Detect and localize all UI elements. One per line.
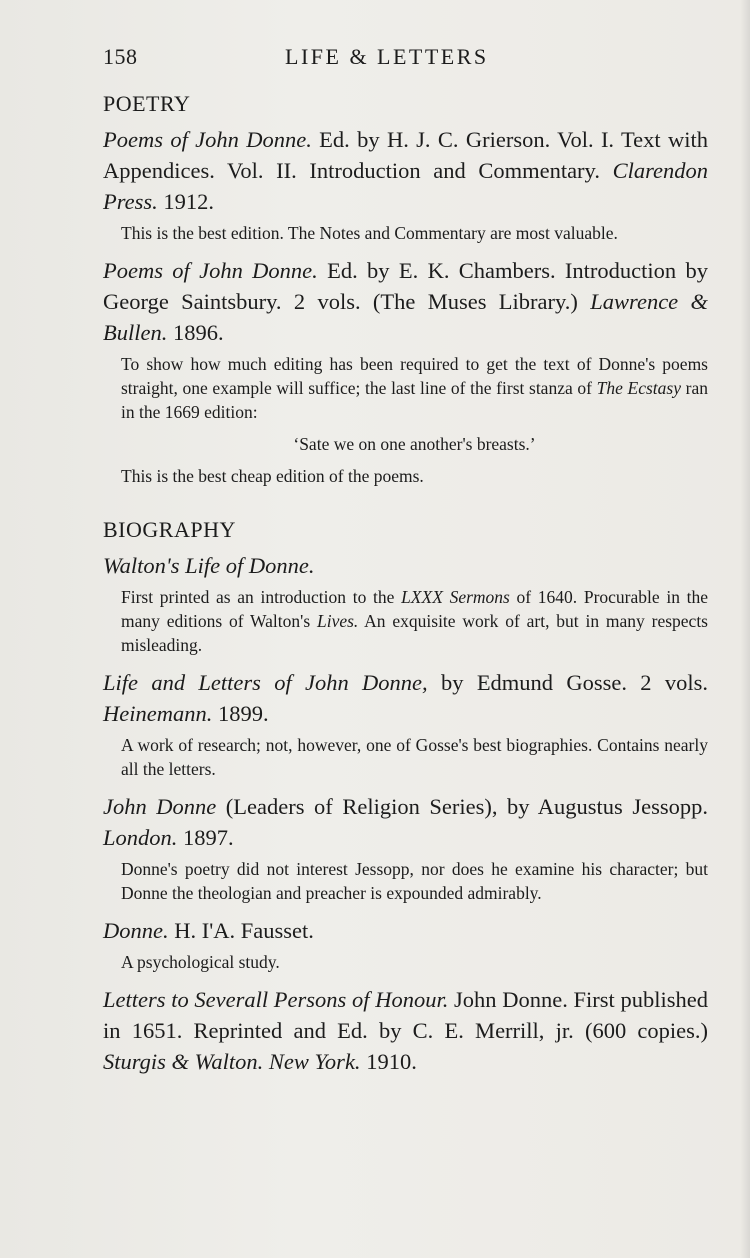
note-title: The Ecstasy [596,378,681,398]
note-title: Lives. [316,611,359,631]
entry-title: Donne. [103,918,169,943]
entry-title: Walton's Life of Donne. [103,553,315,578]
entry-note: This is the best edition. The Notes and Commentary are most valuable. [121,223,618,243]
entry-year: 1912. [157,189,215,214]
section-heading-biography: BIOGRAPHY [103,517,236,542]
entry-title: Poems of John Donne. [103,258,318,283]
quoted-line: ‘Sate we on one another's breasts.’ [293,434,536,454]
note-text: ran in the 1669 edition: [121,378,708,422]
entry-details: by Edmund Gosse. 2 vols. [427,670,709,695]
entry-note: This is the best cheap edition of the poems. [121,466,424,486]
entry-note: Donne's poetry did not interest Jessopp, nor does he examine his character; but Donne the theologian and preacher is expounded admirably. [121,859,708,903]
entry-title: Letters to Severall Persons of Honour. [103,987,449,1012]
entry-year: 1897. [177,825,234,850]
entry-year: 1899. [212,701,269,726]
bibliography-entry [103,255,708,348]
entry-note [103,352,708,424]
section-heading-poetry: POETRY [103,91,191,116]
entry-note [103,585,708,657]
entry-publisher: Sturgis & Walton. New York. [103,1049,361,1074]
entry-publisher: Heinemann. [103,701,213,726]
page-header [103,44,708,74]
bibliography-entry [103,791,708,853]
entry-title: John Donne [103,794,217,819]
entry-details: H. I'A. Fausset. [168,918,314,943]
page-edge-shadow [740,0,750,1258]
bibliography-entry [103,667,708,729]
note-text: An exquisite work of art, but in many respects misleading. [121,611,708,655]
note-text: First printed as an introduction to the [121,587,402,607]
bibliography-entry [103,550,708,581]
entry-details: Ed. by E. K. Chambers. Introduction by George Saintsbury. 2 vols. (The Muses Library.) [103,258,708,314]
entry-details: John Donne. First published in 1651. Reprinted and Ed. by C. E. Merrill, jr. (600 copies.) [103,987,708,1043]
bibliography-entry [103,984,708,1077]
note-text: To show how much editing has been required to get the text of Donne's poems straight, one example will suffice; the last line of the first stanza of [121,354,708,398]
entry-publisher: Lawrence & Bullen. [103,289,708,345]
entry-publisher: Clarendon Press. [103,158,708,214]
page-content [103,44,708,1077]
entry-title: Poems of John Donne. [103,127,312,152]
bibliography-entry [103,915,708,946]
note-text: of 1640. Procurable in the many editions of Walton's [121,587,709,631]
entry-note: A work of research; not, however, one of Gosse's best biographies. Contains nearly all the letters. [121,735,708,779]
entry-note: A psychological study. [121,952,280,972]
entry-publisher: London. [103,825,178,850]
entry-details: Ed. by H. J. C. Grierson. Vol. I. Text with Appendices. Vol. II. Introduction and Commentary. [103,127,708,183]
note-title: LXXX Sermons [401,587,510,607]
running-title: LIFE & LETTERS [285,44,489,69]
page-number: 158 [103,44,138,69]
bibliography-entry [103,124,708,217]
entry-year: 1896. [167,320,224,345]
entry-year: 1910. [360,1049,417,1074]
entry-details: (Leaders of Religion Series), by Augustus Jessopp. [216,794,708,819]
entry-title: Life and Letters of John Donne, [103,670,428,695]
